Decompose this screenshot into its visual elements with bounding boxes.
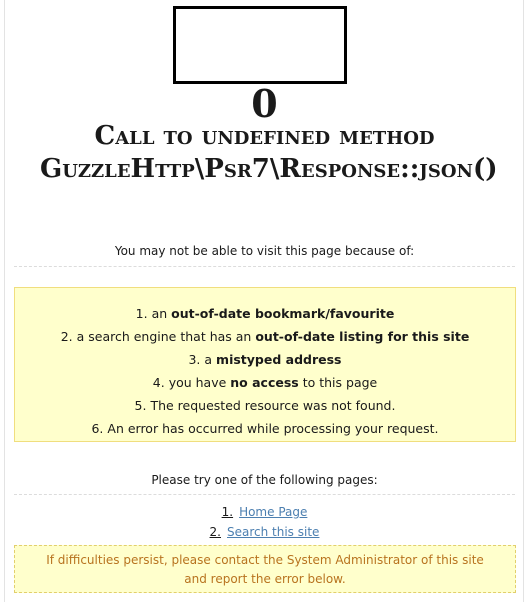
reason-item: 6. An error has occurred while processing your request. xyxy=(91,421,439,436)
home-page-link[interactable]: Home Page xyxy=(239,505,308,519)
list-item xyxy=(0,502,529,522)
reasons-box xyxy=(14,287,516,442)
intro-text: You may not be able to visit this page because of: xyxy=(114,244,415,258)
reasons-list xyxy=(15,302,515,440)
reason-item: 1. an out-of-date bookmark/favourite xyxy=(135,306,395,321)
alternative-pages-list xyxy=(0,502,529,542)
reason-item: 3. a mistyped address xyxy=(188,352,342,367)
list-item xyxy=(0,522,529,542)
list-number: 1. xyxy=(221,505,234,519)
error-code: 0 xyxy=(251,81,278,126)
error-message: Call to undefined method GuzzleHttp\Psr7\Response::json() xyxy=(40,121,498,184)
divider xyxy=(14,494,515,495)
try-pages-text: Please try one of the following pages: xyxy=(151,473,378,487)
logo-placeholder xyxy=(173,6,347,84)
reason-item: 4. you have no access to this page xyxy=(152,375,378,390)
contact-notice: If difficulties persist, please contact the System Administrator of this site and report the error below. xyxy=(14,545,516,593)
list-number: 2. xyxy=(209,525,221,539)
reason-item: 2. a search engine that has an out-of-date listing for this site xyxy=(60,329,470,344)
reason-item: 5. The requested resource was not found. xyxy=(134,398,396,413)
divider xyxy=(14,266,515,267)
search-site-link[interactable]: Search this site xyxy=(227,525,320,539)
